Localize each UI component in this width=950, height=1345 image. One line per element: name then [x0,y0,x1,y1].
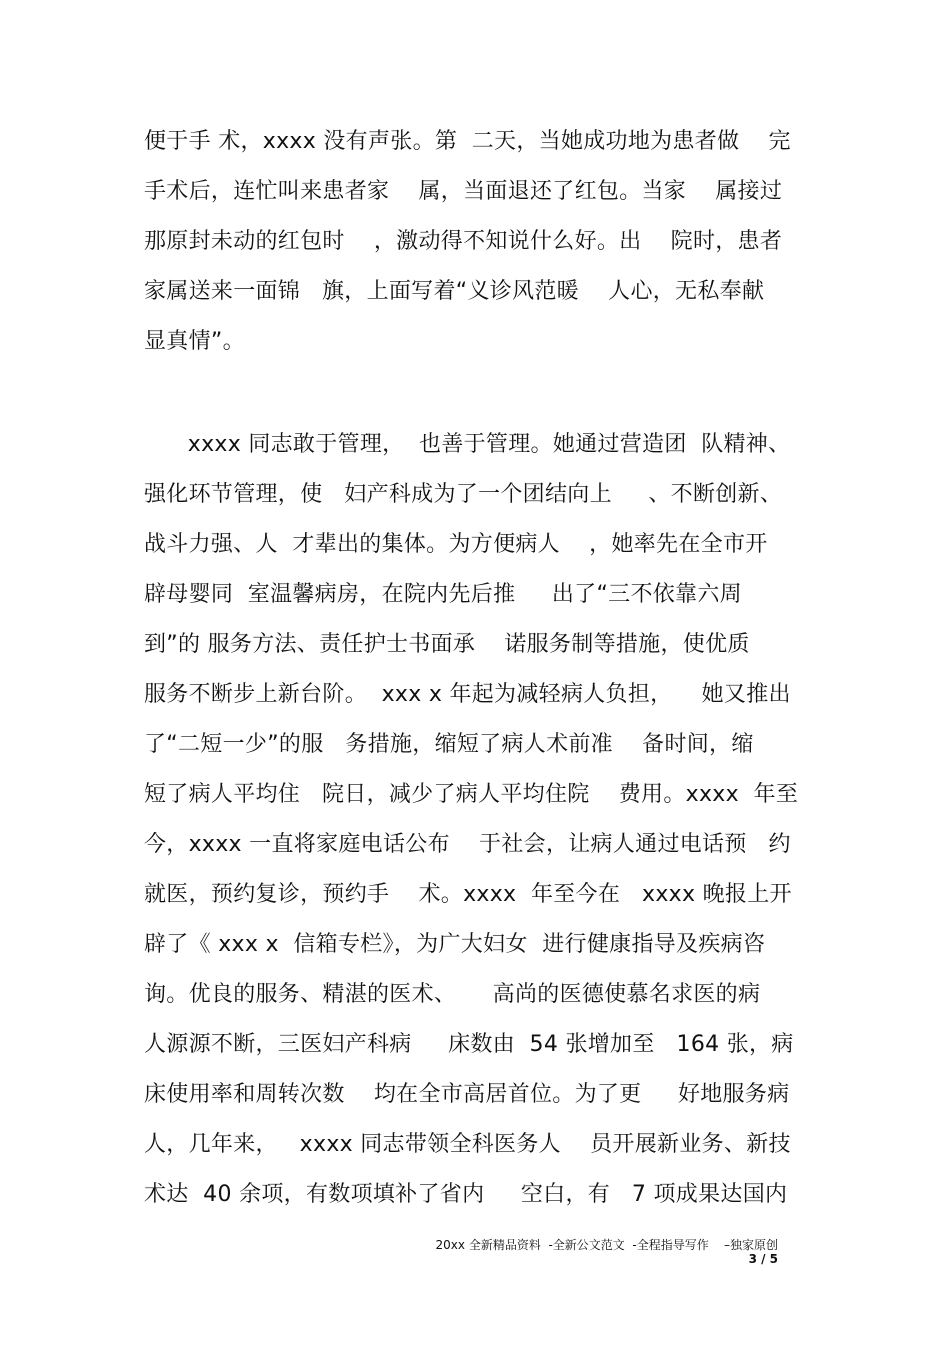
text-line: 询。优良的服务、精湛的医术、 高尚的医德使慕名求医的病 [144,982,761,1007]
text-line: 短了病人平均住 院日，减少了病人平均住院 费用。xxxx 年至 [144,782,799,807]
text-line: 术达 40 余项，有数项填补了省内 空白，有 7 项成果达国内 [144,1182,788,1207]
paragraph-1 [144,117,814,367]
text-line: 服务不断步上新台阶。 xxx x 年起为减轻病人负担， 她又推出 [144,682,791,707]
text-line: 今，xxxx 一直将家庭电话公布 于社会，让病人通过电话预 约 [144,832,791,857]
text-line: 显真情”。 [144,329,245,354]
text-line: 便于手 术，xxxx 没有声张。第 二天，当她成功地为患者做 完 [144,129,791,154]
text-line: 了“二短一少”的服 务措施，缩短了病人术前准 备时间，缩 [144,732,754,757]
paragraph-2 [144,420,814,1220]
text-line: xxxx 同志敢于管理， 也善于管理。她通过营造团 队精神、 [144,432,791,457]
text-line: 强化环节管理，使 妇产科成为了一个团结向上 、不断创新、 [144,482,783,507]
text-line: 床使用率和周转次数 均在全市高居首位。为了更 好地服务病 [144,1082,790,1107]
text-line: 那原封未动的红包时 ，激动得不知说什么好。出 院时，患者 [144,229,783,254]
page-number: 3 / 5 [748,1252,778,1266]
text-line: 家属送来一面锦 旗，上面写着“义诊风范暖 人心，无私奉献 [144,279,765,304]
text-line: 人源源不断，三医妇产科病 床数由 54 张增加至 164 张，病 [144,1032,794,1057]
text-line: 人，几年来， xxxx 同志带领全科医务人 员开展新业务、新技 [144,1132,791,1157]
text-line: 就医，预约复诊，预约手 术。xxxx 年至今在 xxxx 晚报上开 [144,882,792,907]
text-line: 战斗力强、人 才辈出的集体。为方便病人 ，她率先在全市开 [144,532,768,557]
text-line: 辟母婴同 室温馨病房，在院内先后推 出了“三不依靠六周 [144,582,742,607]
footer-caption: 20xx 全新精品资料 -全新公文范文 -全程指导写作 –独家原创 [435,1238,778,1252]
text-line: 手术后，连忙叫来患者家 属，当面退还了红包。当家 属接过 [144,179,783,204]
text-line: 辟了《 xxx x 信箱专栏》，为广大妇女 进行健康指导及疾病咨 [144,932,766,957]
text-line: 到”的 服务方法、责任护士书面承 诺服务制等措施，使优质 [144,632,750,657]
